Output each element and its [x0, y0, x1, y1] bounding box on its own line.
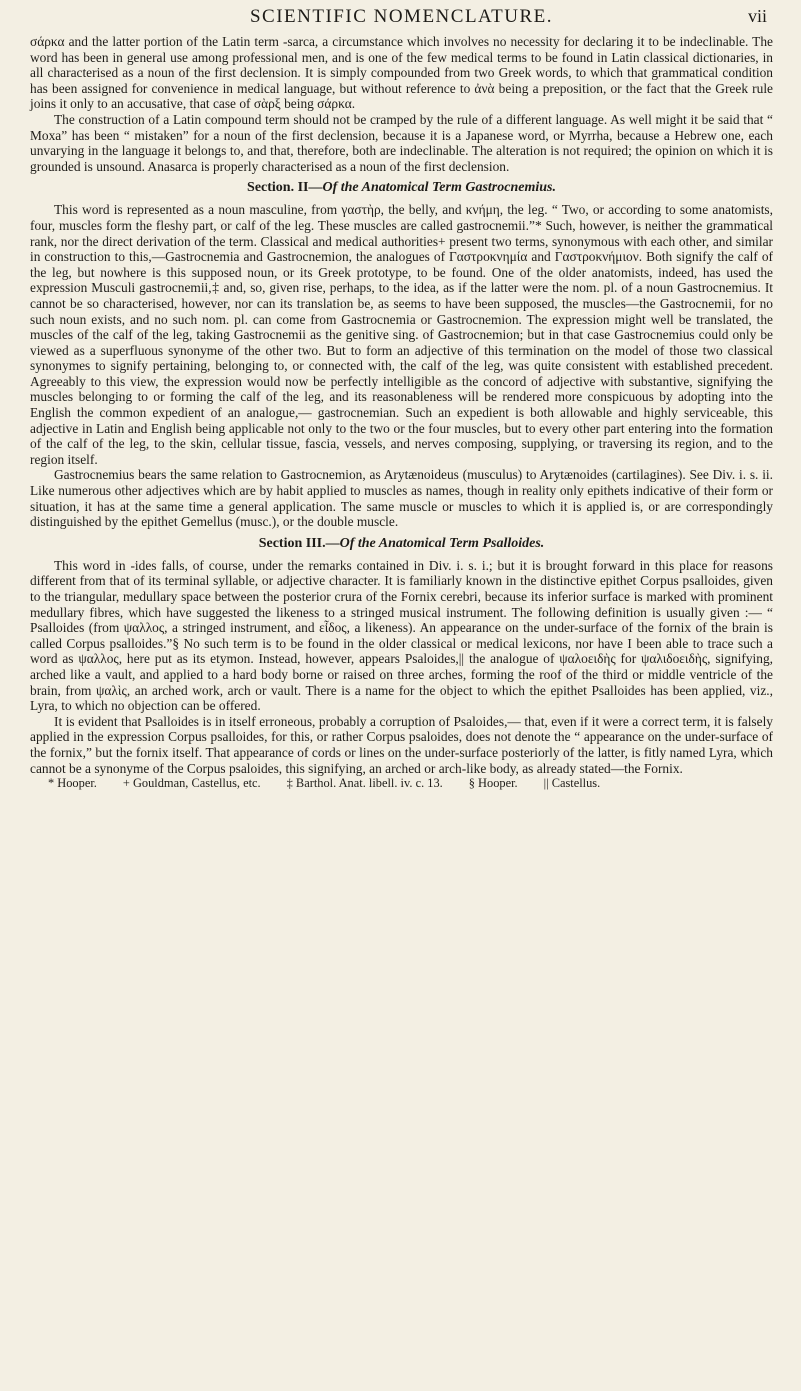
paragraph-psalloides-2: It is evident that Psalloides is in itself erroneous, probably a corruption of Psaloides,— that, even if it were a correct term, it is falsely applied in the expression Corpus psalloides, for this, or rather Corpus psaloides, does not denote the “ appearance on the under-surface of the fornix,” but the fornix itself. That appearance of cords or lines on the under-surface posteriorly of the latter, is fitly named Lyra, which cannot be a synonyme of the Corpus psaloides, this signifying, an arched or arch-like body, as already stated—the Fornix. — [30, 713, 773, 776]
paragraph-anasarca-2: The construction of a Latin compound term should not be cramped by the rule of a different language. As well might it be said that “ Moxa” has been “ mistaken” for a noun of the first declension, because it is a Japanese word, or Myrrha, because a Hebrew one, each unvarying in the language it belongs to, and that, therefore, both are indeclinable. The alteration is not required; the opinion on which it is grounded is unsound. Anasarca is properly characterised as a noun of the first declension. — [30, 111, 773, 174]
paragraph-gastrocnemius-2: Gastrocnemius bears the same relation to Gastrocnemion, as Arytænoideus (musculus) to Arytænoides (cartilagines). See Div. i. s. ii. Like numerous other adjectives which are by habit applied to muscles as names, though in reality only epithets indicative of their form or situation, it has at the same time a general application. The same muscle or muscles to which it is applied is, or are correspondingly distinguished by the epithet Gemellus (musc.), or the double muscle. — [30, 467, 773, 530]
paragraph-anasarca-1: σάρκα and the latter portion of the Latin term -sarca, a circumstance which involves no necessity for declaring it to be indeclinable. The word has been in general use among professional men, and is one of the few medical terms to be found in Latin classical dictionaries, in all characterised as a noun of the first declension. It is simply compounded from two Greek words, to which that grammatical condition has been assigned for convenience in medical language, but without reference to ἀνὰ being a preposition, or the fact that the Greek rule joins it only to an accusative, that case of σὰρξ being σάρκα. — [30, 34, 773, 112]
footnote: || Castellus. — [543, 776, 601, 791]
footnote: + Gouldman, Castellus, etc. — [122, 776, 261, 791]
paragraph-psalloides-1: This word in -ides falls, of course, under the remarks contained in Div. i. s. i.; but it is brought forward in this place for reasons different from that of its terminal syllable, or adjective character. It is familiarly known in the distinctive epithet Corpus psalloides, given to the triangular, medullary space between the posterior crura of the Fornix cerebri, because its inferior surface is marked with prominent medullary fibres, which have suggested the likeness to a stringed musical instrument. The following definition is usually given :— “ Psalloides (from ψαλλος, a stringed instrument, and εἶδος, a likeness). An appearance on the under-surface of the fornix of the brain is called Corpus psalloides.”§ No such term is to be found in the older classical or medical lexicons, nor have I been able to trace such a word as ψαλλος, here put as its etymon. Instead, however, appears Psaloides,|| the analogue of ψαλοειδὴς for ψαλιδοειδὴς, signifying, arched like a vault, and applied to a hard body borne or raised on three arches, forming the roof of the third or middle ventricle of the brain, from ψαλὶς, an arched work, arch or vault. There is a name for the object to which the epithet Psalloides has been applied, viz., Lyra, to which no objection can be offered. — [30, 557, 773, 714]
footnote: ‡ Barthol. Anat. libell. iv. c. 13. — [286, 776, 443, 791]
paragraph-gastrocnemius-1: This word is represented as a noun masculine, from γαστὴρ, the belly, and κνήμη, the leg. “ Two, or according to some anatomists, four, muscles form the fleshy part, or calf of the leg. These muscles are called gastrocnemii.”* Such, however, is neither the grammatical rank, nor the direct derivation of the term. Classical and medical authorities+ present two terms, synonymous with each other, and similar in construction to this,—Gastrocnemia and Gastrocnemion, the analogues of Γαστροκνημία and Γαστροκνήμιον. Both signify the calf of the leg, but nowhere is this supposed noun, or its Greek prototype, to be found. One of the older anatomists, indeed, has used the expression Musculi gastrocnemii,‡ and, so, given rise, perhaps, to the idea, as if the latter were the nom. pl. of a noun Gastrocnemius. It cannot be so characterised, however, nor can its translation be, as seems to have been supposed, the muscles—the Gastrocnemii, for no such noun exists, and no such nom. pl. can come from Gastrocnemia or Gastrocnemion. The expression might well be translated, the muscles of the calf of the leg, taking Gastrocnemii as the genitive sing. of Gastrocnemion; but in that case Gastrocnemius could only be viewed as a superfluous synonyme of the other two. But to form an adjective of this termination on the model of those two classical synonymes to signify pertaining, belonging to, or connected with, the calf of the leg, was quite consistent with established precedent. Agreeably to this view, the expression would now be perfectly intelligible as the concord of adjective with substantive, signifying the muscles belonging to or forming the calf of the leg, and its reasonableness will be rendered more conspicuous by adopting into the English the common expedient of an analogue,— gastrocnemian. Such an expedient is both allowable and highly serviceable, this adjective in Latin and English being applicable not only to the two or the four muscles, but to every other part entering into the formation of the calf of the leg, to the skin, cellular tissue, fascia, vessels, and nerves composing, supplying, or traversing its region, and to the region itself. — [30, 202, 773, 467]
page-number: vii — [747, 6, 767, 26]
running-head-title: SCIENTIFIC NOMENCLATURE. — [249, 6, 554, 27]
section-title: Of the Anatomical Term Gastrocnemius. — [322, 180, 556, 196]
running-head — [30, 0, 773, 34]
section-title: Of the Anatomical Term Psalloides. — [339, 535, 545, 551]
section-heading-psalloides — [30, 536, 773, 552]
section-heading-gastrocnemius — [30, 180, 773, 196]
footnotes — [30, 776, 773, 790]
section-number: Section III.— — [258, 535, 340, 551]
footnote: § Hooper. — [468, 776, 518, 791]
section-number: Section. II— — [247, 180, 323, 196]
footnote: * Hooper. — [48, 776, 97, 791]
